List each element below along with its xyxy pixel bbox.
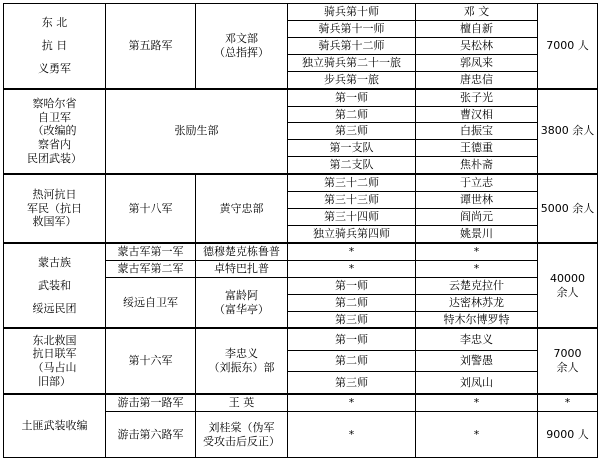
leader-cell: 焦朴斋 (416, 157, 538, 174)
unit-cell: 独立骑兵第二十一旅 (288, 54, 416, 71)
leader-cell: * (416, 394, 538, 412)
table-row (4, 4, 598, 21)
commander-cell: 张励生部 (106, 89, 288, 175)
strength-cell: 7000 余人 (538, 328, 598, 393)
unit-cell: 独立骑兵第四师 (288, 225, 416, 242)
unit-cell: 第一师 (288, 89, 416, 106)
strength-cell: 3800 余人 (538, 89, 598, 175)
unit-cell: * (288, 394, 416, 412)
unit-cell: 第三师 (288, 123, 416, 140)
leader-cell: 白振宝 (416, 123, 538, 140)
army-cell: 蒙古军第二军 (106, 260, 196, 277)
leader-cell: 张子光 (416, 89, 538, 106)
leader-cell: 特木尔博罗特 (416, 311, 538, 328)
group-name-cell: 土匪武装收编 (4, 394, 106, 458)
unit-cell: 骑兵第十一师 (288, 20, 416, 37)
group-name-cell: 蒙古族 武装和 绥远民团 (4, 243, 106, 329)
army-cell: 蒙古军第一军 (106, 243, 196, 260)
unit-cell: 第三十四师 (288, 209, 416, 226)
unit-cell: 步兵第一旅 (288, 71, 416, 88)
army-cell: 第十八军 (106, 174, 196, 243)
strength-cell: * (538, 394, 598, 412)
group-name-cell: 东 北 抗 日 义勇军 (4, 4, 106, 89)
unit-cell: * (288, 412, 416, 458)
army-cell: 第五路军 (106, 4, 196, 89)
table-row (4, 394, 598, 412)
unit-cell: 骑兵第十师 (288, 4, 416, 21)
unit-cell: 第三师 (288, 372, 416, 394)
leader-cell: 刘警愚 (416, 350, 538, 371)
leader-cell: 王德重 (416, 140, 538, 157)
leader-cell: * (416, 260, 538, 277)
commander-cell: 刘桂棠（伪军 受攻击后反正） (196, 412, 288, 458)
unit-cell: 第一师 (288, 328, 416, 350)
unit-cell: * (288, 243, 416, 260)
table-row (4, 328, 598, 350)
leader-cell: 唐忠信 (416, 71, 538, 88)
group-name-cell: 察哈尔省 自卫军 （改编的 察省内 民团武装） (4, 89, 106, 175)
leader-cell: 曹汉相 (416, 106, 538, 123)
leader-cell: 檀自新 (416, 20, 538, 37)
unit-cell: 第三师 (288, 311, 416, 328)
leader-cell: 吴松林 (416, 37, 538, 54)
commander-cell: 卓特巴扎普 (196, 260, 288, 277)
leader-cell: 云楚克拉什 (416, 277, 538, 294)
unit-cell: 第一师 (288, 277, 416, 294)
commander-cell: 德穆楚克栋鲁普 (196, 243, 288, 260)
table-row (4, 174, 598, 191)
unit-cell: 第三十三师 (288, 192, 416, 209)
commander-cell: 王 英 (196, 394, 288, 412)
group-name-cell: 东北救国 抗日联军 （马占山 旧部） (4, 328, 106, 393)
strength-cell: 5000 余人 (538, 174, 598, 243)
army-cell: 游击第一路军 (106, 394, 196, 412)
strength-cell: 9000 人 (538, 412, 598, 458)
strength-cell: 7000 人 (538, 4, 598, 89)
commander-cell: 邓文部 （总指挥） (196, 4, 288, 89)
table-container (3, 3, 597, 458)
group-name-cell: 热河抗日 军民（抗日 救国军） (4, 174, 106, 243)
army-cell: 绥远自卫军 (106, 277, 196, 328)
unit-cell: 第二支队 (288, 157, 416, 174)
leader-cell: 于立志 (416, 174, 538, 191)
leader-cell: 阎尚元 (416, 209, 538, 226)
unit-cell: 第二师 (288, 106, 416, 123)
table-row (4, 89, 598, 106)
leader-cell: * (416, 412, 538, 458)
unit-cell: 第三十二师 (288, 174, 416, 191)
table-row (4, 243, 598, 260)
strength-cell: 40000 余人 (538, 243, 598, 329)
unit-cell: * (288, 260, 416, 277)
army-cell: 第十六军 (106, 328, 196, 393)
commander-cell: 富龄阿 （富华亭） (196, 277, 288, 328)
leader-cell: 谭世林 (416, 192, 538, 209)
anti-japanese-forces-table (3, 3, 598, 458)
leader-cell: 李忠义 (416, 328, 538, 350)
leader-cell: 达密林苏龙 (416, 294, 538, 311)
army-cell: 游击第六路军 (106, 412, 196, 458)
leader-cell: 姚景川 (416, 225, 538, 242)
leader-cell: * (416, 243, 538, 260)
commander-cell: 黄守忠部 (196, 174, 288, 243)
leader-cell: 邓 文 (416, 4, 538, 21)
unit-cell: 第二师 (288, 350, 416, 371)
leader-cell: 刘凤山 (416, 372, 538, 394)
unit-cell: 骑兵第十二师 (288, 37, 416, 54)
commander-cell: 李忠义 （刘振东）部 (196, 328, 288, 393)
unit-cell: 第二师 (288, 294, 416, 311)
unit-cell: 第一支队 (288, 140, 416, 157)
leader-cell: 郭凤来 (416, 54, 538, 71)
